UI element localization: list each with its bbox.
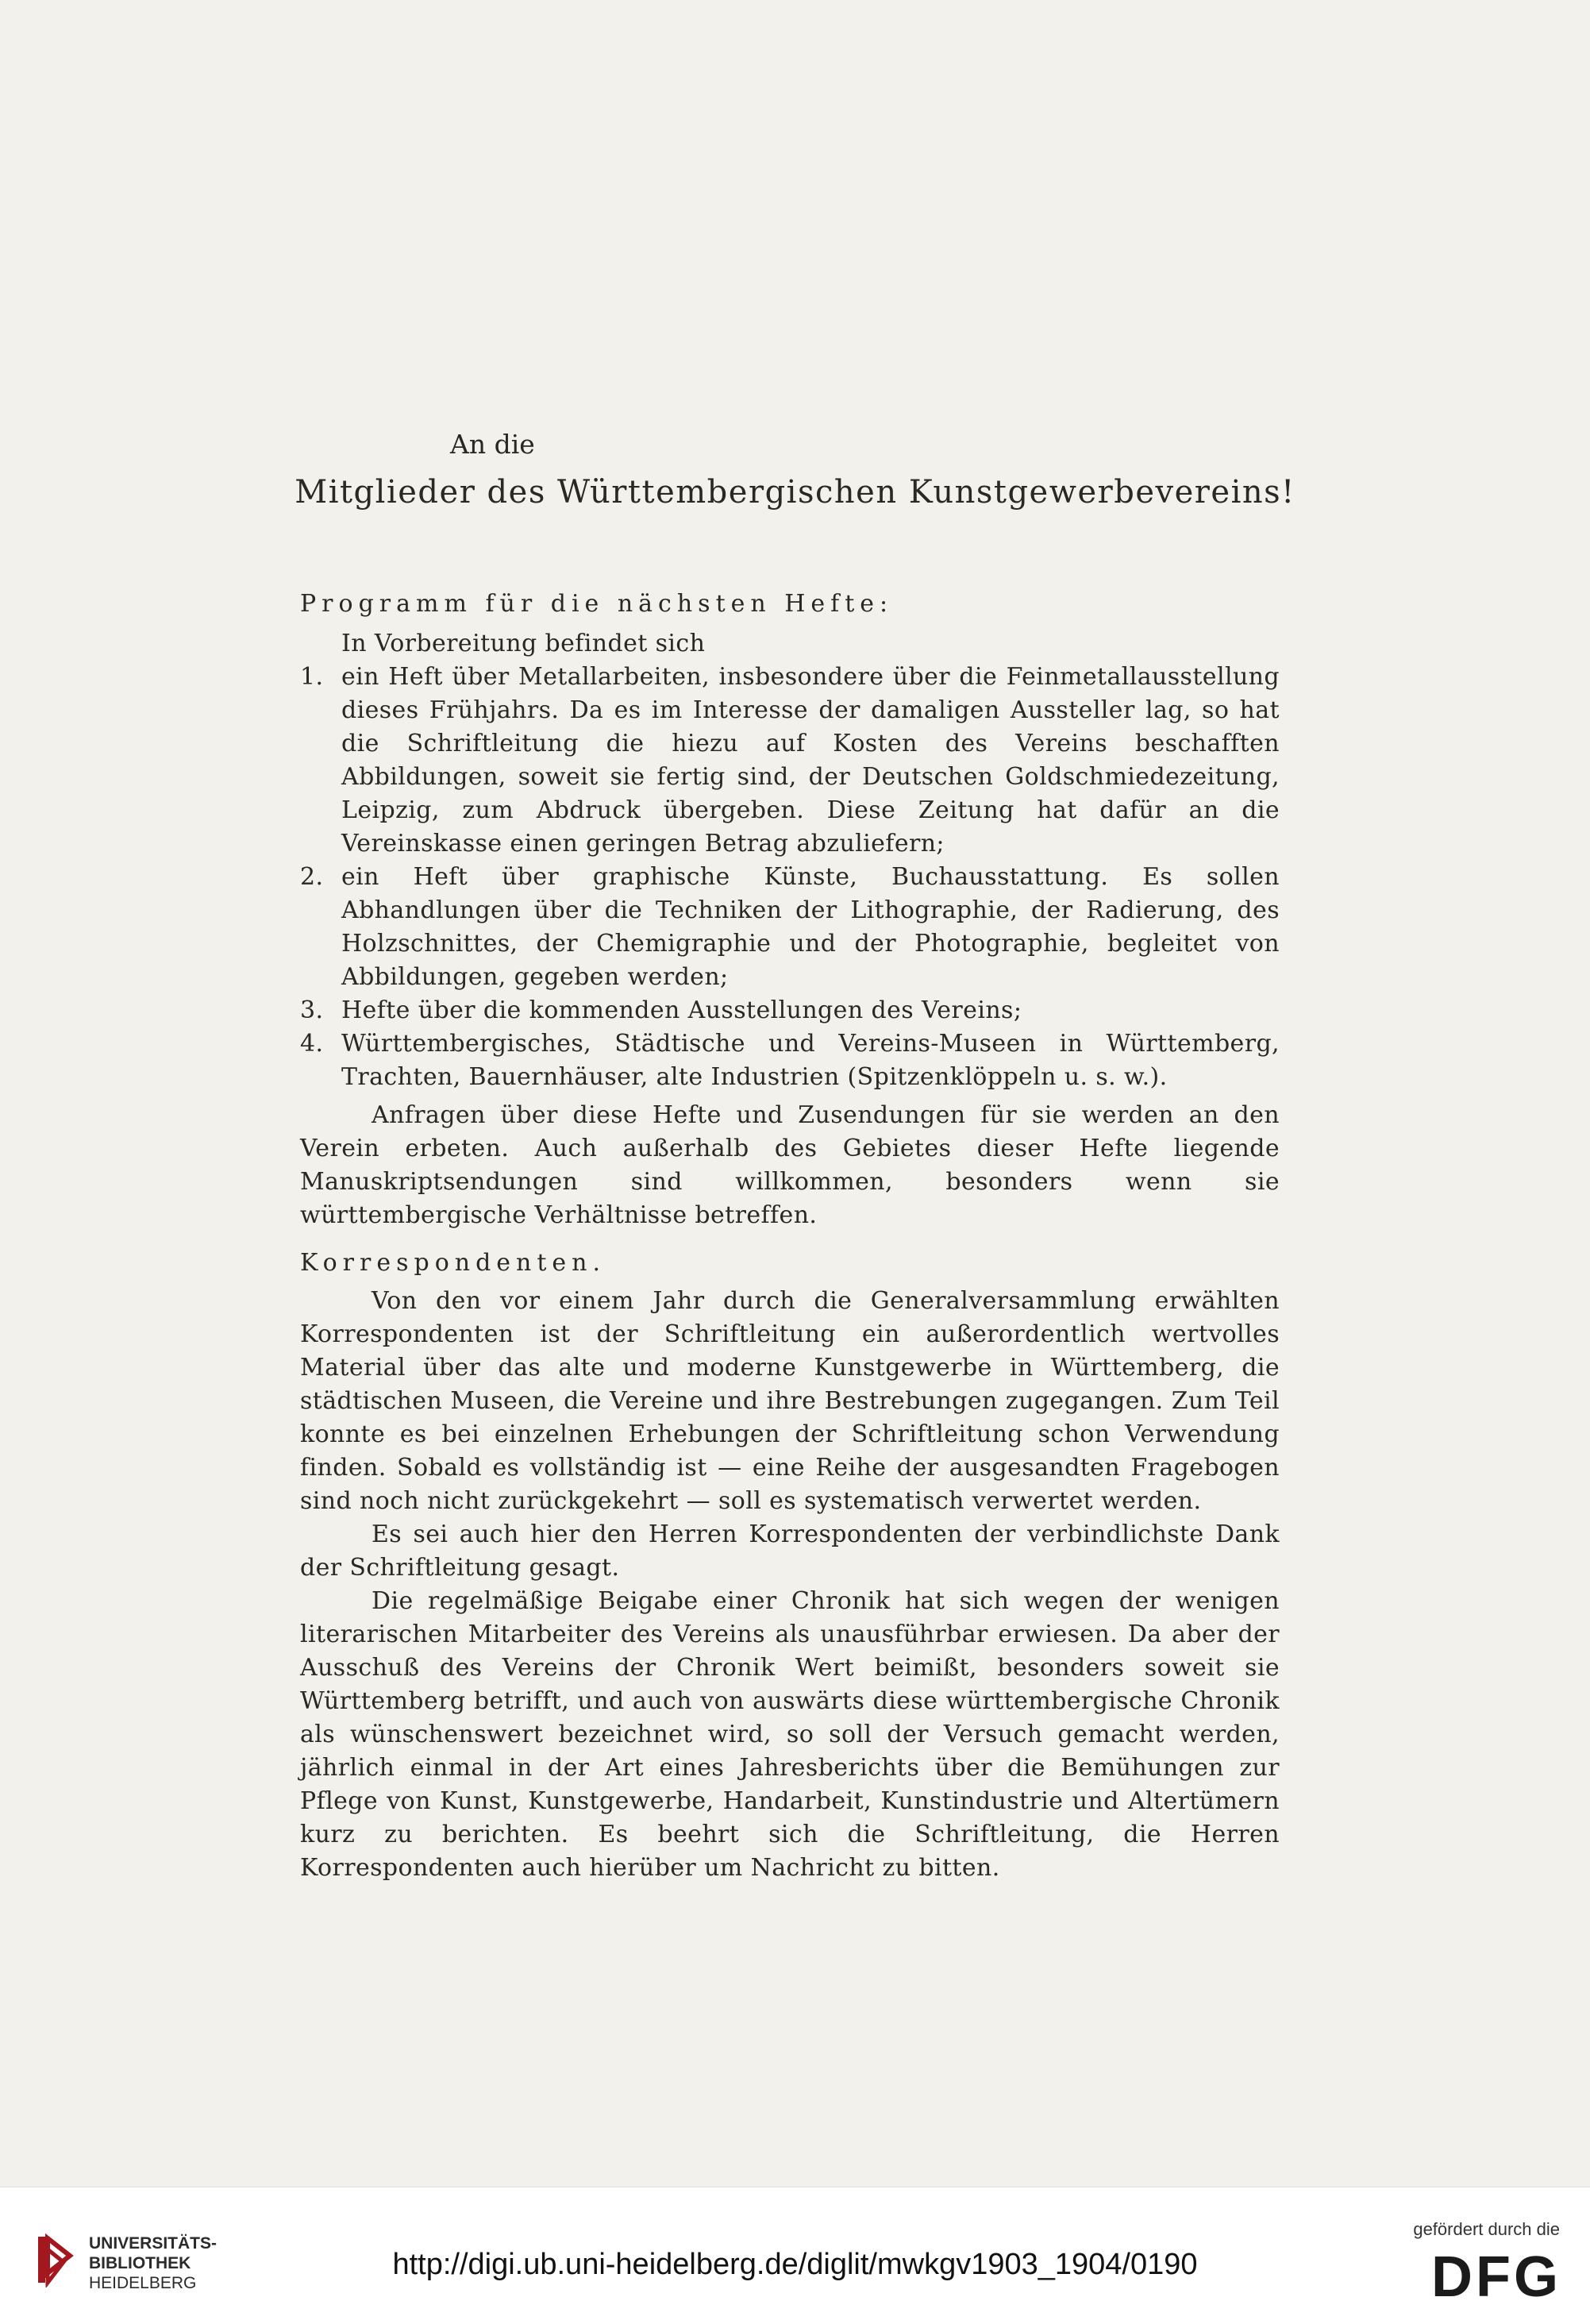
list-item: [300, 661, 1280, 861]
permalink-url[interactable]: http://digi.ub.uni-heidelberg.de/diglit/mwkgv1903_1904/0190: [392, 2248, 1198, 2281]
list-item-text: ein Heft über Metallarbeiten, insbesondere über die Feinmetallausstellung dieses Frühjahrs. Da es im Interesse der damaligen Aussteller lag, so hat die Schriftleitung die hiezu auf Kosten des Vereins beschafften Abbildungen, soweit sie fertig sind, der Deutschen Goldschmiedezeitung, Leipzig, zum Abdruck übergeben. Diese Zeitung hat dafür an die Vereinskasse einen geringen Betrag abzuliefern;: [341, 663, 1280, 858]
program-note: Anfragen über diese Hefte und Zusendungen für sie werden an den Verein erbeten. Auch außerhalb des Gebietes dieser Hefte liegende Manuskriptsendungen sind willkommen, besonders wenn sie württembergische Verhältnisse betreffen.: [300, 1101, 1280, 1229]
program-subheading: In Vorbereitung befindet sich: [341, 630, 706, 657]
list-item-number: 4.: [300, 1030, 324, 1058]
dfg-logo: DFG: [1431, 2245, 1561, 2309]
list-item-number: 2.: [300, 863, 324, 891]
page-title: Mitglieder des Württembergischen Kunstgewerbevereins!: [295, 474, 1295, 511]
library-name-line: UNIVERSITÄTS-: [89, 2234, 218, 2253]
list-item-number: 3.: [300, 996, 324, 1024]
list-item-text: ein Heft über graphische Künste, Buchausstattung. Es sollen Abhandlungen über die Techniken der Lithographie, der Radierung, des Holzschnittes, der Chemigraphie und der Photographie, begleitet von Abbildungen, gegeben werden;: [341, 863, 1280, 991]
correspondents-heading: Korrespondenten.: [300, 1249, 606, 1277]
list-item-text: Württembergisches, Städtische und Vereins-Museen in Württemberg, Trachten, Bauernhäuser, alte Industrien (Spitzenklöppeln u. s. w.).: [341, 1030, 1280, 1091]
list-item: [300, 861, 1280, 994]
correspondents-paragraph: Die regelmäßige Beigabe einer Chronik hat sich wegen der wenigen literarischen Mitarbeiter des Vereins als unausführbar erwiesen. Da aber der Ausschuß des Vereins der Chronik Wert beimißt, besonders soweit sie Württemberg betrifft, und auch von auswärts diese württembergische Chronik als wünschenswert bezeichnet wird, so soll der Versuch gemacht werden, jährlich einmal in der Art eines Jahresberichts über die Bemühungen zur Pflege von Kunst, Kunstgewerbe, Handarbeit, Kunstindustrie und Altertümern kurz zu berichten. Es beehrt sich die Schriftleitung, die Herren Korrespondenten auch hierüber um Nachricht zu bitten.: [300, 1587, 1280, 1882]
funding-caption: gefördert durch die: [1413, 2219, 1560, 2239]
list-item-number: 1.: [300, 663, 324, 691]
program-list: [300, 661, 1280, 1094]
list-item: [300, 994, 1280, 1027]
digitization-footer: [0, 2187, 1590, 2324]
list-item-text: Hefte über die kommenden Ausstellungen des Vereins;: [341, 996, 1022, 1024]
library-name-line: HEIDELBERG: [89, 2274, 197, 2292]
salutation: An die: [450, 429, 535, 460]
correspondents-paragraph: Von den vor einem Jahr durch die Generalversammlung erwählten Korrespondenten ist der Schriftleitung ein außerordentlich wertvolles Material über das alte und moderne Kunstgewerbe in Württemberg, die städtischen Museen, die Vereine und ihre Bestrebungen zugegangen. Zum Teil konnte es bei einzelnen Erhebungen der Schriftleitung schon Verwendung finden. Sobald es vollständig ist — eine Reihe der ausgesandten Fragebogen sind noch nicht zurückgekehrt — soll es systematisch verwertet werden.: [300, 1287, 1280, 1515]
library-name-line: BIBLIOTHEK: [89, 2254, 191, 2272]
correspondents-paragraph: Es sei auch hier den Herren Korrespondenten der verbindlichste Dank der Schriftleitung gesagt.: [300, 1520, 1280, 1582]
body-text: [300, 588, 1280, 1885]
list-item: [300, 1027, 1280, 1094]
program-heading: Programm für die nächsten Hefte:: [300, 590, 894, 618]
